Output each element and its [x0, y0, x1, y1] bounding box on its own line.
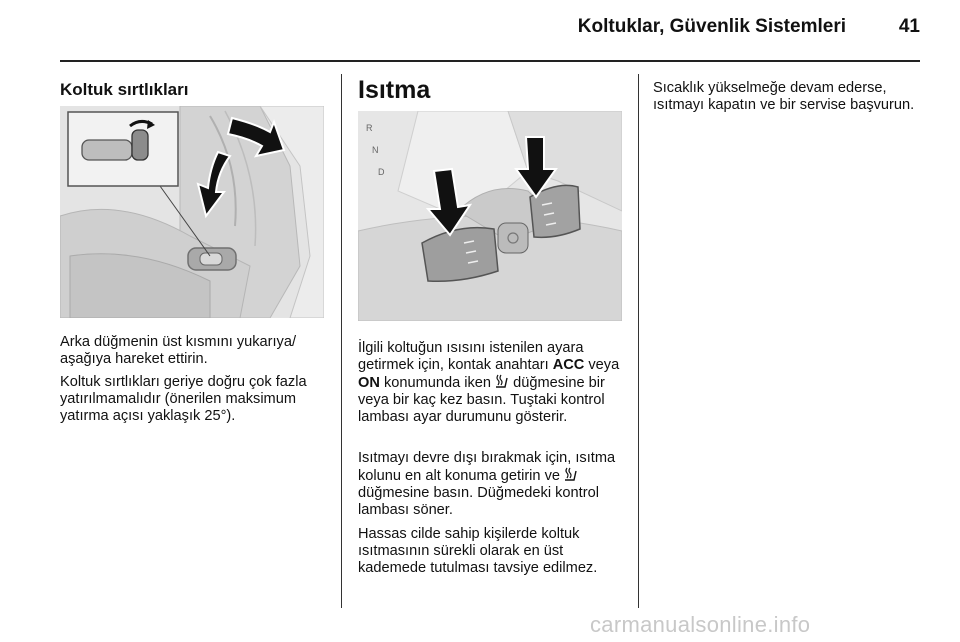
key-acc: ACC	[552, 357, 585, 373]
figure-heated-seat-buttons	[358, 111, 622, 321]
watermark: carmanualsonline.info	[590, 612, 811, 637]
page-header-title: Koltuklar, Güvenlik Sistemleri	[577, 16, 846, 37]
heating-disable-text-2: düğmesine basın. Düğmedeki kontrol lambası söner.	[358, 485, 599, 518]
header-rule	[60, 60, 920, 62]
seat-heat-icon	[495, 374, 509, 389]
backrest-instruction: Arka düğmenin üst kısmını yukarıya/ aşağıya hareket ettirin.	[60, 334, 297, 367]
section-heading-heating: Isıtma	[358, 76, 431, 104]
page-number: 41	[898, 16, 920, 37]
console-illustration	[358, 111, 622, 321]
heating-instruction	[358, 340, 628, 426]
key-on: ON	[358, 375, 380, 391]
seat-illustration	[60, 106, 324, 318]
heating-text-4: düğmesine bir veya bir kaç kez basın. Tuştaki kontrol lambası ayar durumunu gösterir.	[358, 375, 605, 425]
gear-label-n: N	[372, 145, 379, 155]
heating-disable	[358, 450, 628, 519]
backrest-note: Koltuk sırtlıkları geriye doğru çok fazla yatırılmamalıdır (önerilen maksimum yatırma açısı yaklaşık 25°).	[60, 374, 307, 424]
heating-service-note: Sıcaklık yükselmeğe devam ederse, ısıtmayı kapatın ve bir servise başvurun.	[653, 80, 915, 113]
section-heading-backrest: Koltuk sırtlıkları	[60, 80, 189, 99]
gear-label-d: D	[378, 167, 385, 177]
figure-seat-backrest	[60, 106, 324, 318]
heating-text-3: konumunda iken	[379, 375, 496, 391]
column-divider-right	[638, 74, 639, 608]
gear-label-r: R	[366, 123, 373, 133]
heating-disable-text-1: Isıtmayı devre dışı bırakmak için, ısıtma kolunu en alt konuma getirin ve	[358, 450, 616, 484]
heating-warning: Hassas cilde sahip kişilerde koltuk ısıtmasının sürekli olarak en üst kademede tutulması tavsiye edilmez.	[358, 526, 598, 576]
heating-text-2: veya	[584, 357, 620, 373]
column-divider-left	[341, 74, 342, 608]
heating-text-1: İlgili koltuğun ısısını istenilen ayara getirmek için, kontak anahtarı	[358, 340, 584, 373]
seat-heat-icon-2	[564, 467, 578, 482]
